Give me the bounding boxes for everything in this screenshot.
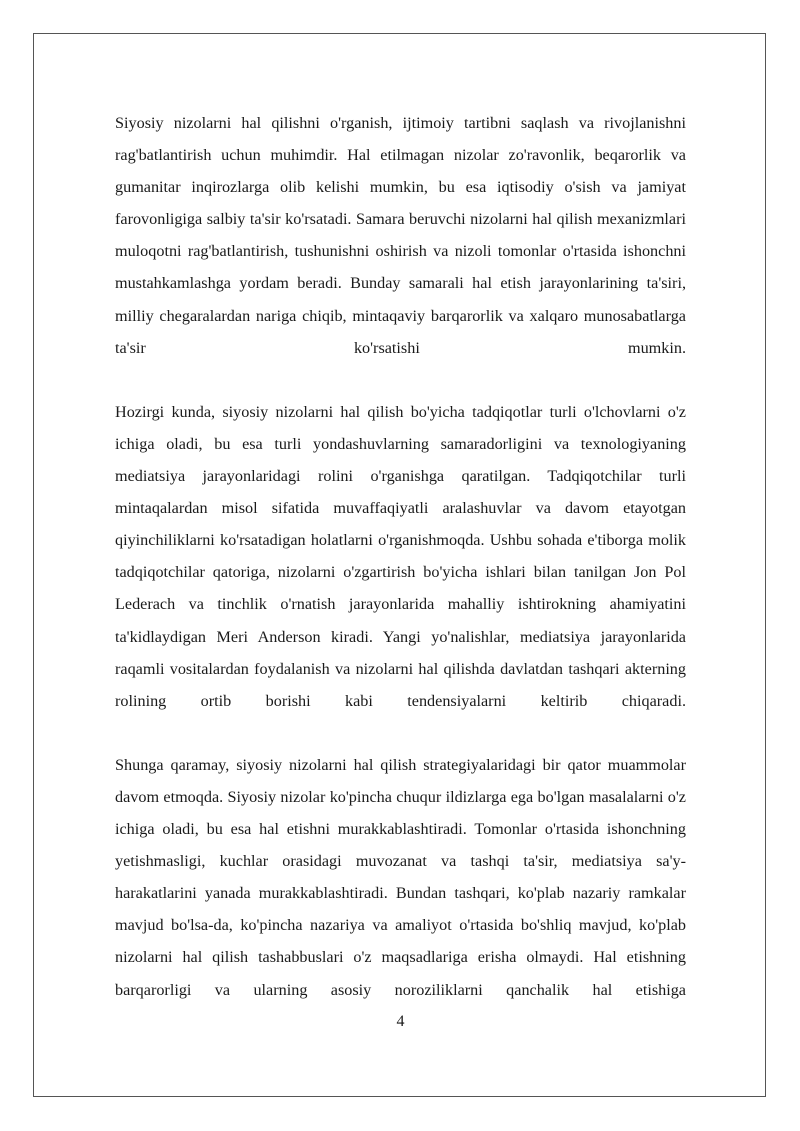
paragraph-3: Shunga qaramay, siyosiy nizolarni hal qilish strategiyalaridagi bir qator muammolar davom etmoqda. Siyosiy nizolar ko'pincha chuqur ildizlarga ega bo'lgan masalalarni o'z ichiga oladi, bu esa hal etishni murakkablashtiradi. Tomonlar o'rtasida ishonchning yetishmasligi, kuchlar orasidagi muvozanat va tashqi ta'sir, mediatsiya sa'y-harakatlarini yanada murakkablashtiradi. Bundan tashqari, ko'plab nazariy ramkalar mavjud bo'lsa-da, ko'pincha nazariya va amaliyot o'rtasida bo'shliq mavjud, ko'plab nizolarni hal qilish tashabbuslari o'z maqsadlariga erisha olmaydi. Hal etishning barqarorligi va ularning asosiy noroziliklarni qanchalik hal etishiga: [115, 755, 686, 999]
paragraph-1: Siyosiy nizolarni hal qilishni o'rganish, ijtimoiy tartibni saqlash va rivojlanishni rag'batlantirish uchun muhimdir. Hal etilmagan nizolar zo'ravonlik, beqarorlik va gumanitar inqirozlarga olib kelishi mumkin, bu esa iqtisodiy o'sish va jamiyat farovonligiga salbiy ta'sir ko'rsatadi. Samara beruvchi nizolarni hal qilish mexanizmlari muloqotni rag'batlantirish, tushunishni oshirish va nizoli tomonlar o'rtasida ishonchni mustahkamlashga yordam beradi. Bunday samarali hal etish jarayonlarining ta'siri, milliy chegaralardan nariga chiqib, mintaqaviy barqarorlik va xalqaro munosabatlarga ta'sir ko'rsatishi mumkin.: [115, 114, 686, 357]
paragraph-2: Hozirgi kunda, siyosiy nizolarni hal qilish bo'yicha tadqiqotlar turli o'lchovlarni o'z ichiga oladi, bu esa turli yondashuvlarning samaradorligini va texnologiyaning mediatsiya jarayonlaridagi rolini o'rganishga qaratilgan. Tadqiqotchilar turli mintaqalardan misol sifatida muvaffaqiyatli aralashuvlar va davom etayotgan qiyinchiliklarni ko'rsatadigan holatlarni o'rganishmoqda. Ushbu sohada e'tiborga molik tadqiqotchilar qatoriga, nizolarni o'zgartirish bo'yicha ishlari bilan tanilgan Jon Pol Lederach va tinchlik o'rnatish jarayonlarida mahalliy ishtirokning ahamiyatini ta'kidlaydigan Meri Anderson kiradi. Yangi yo'nalishlar, mediatsiya jarayonlarida raqamli vositalardan foydalanish va nizolarni hal qilishda davlatdan tashqari akterning rolining ortib borishi kabi tendensiyalarni keltirib chiqaradi.: [115, 402, 686, 710]
page-body: [115, 107, 686, 1006]
document-page: [33, 33, 766, 1097]
page-number: 4: [396, 1013, 405, 1030]
